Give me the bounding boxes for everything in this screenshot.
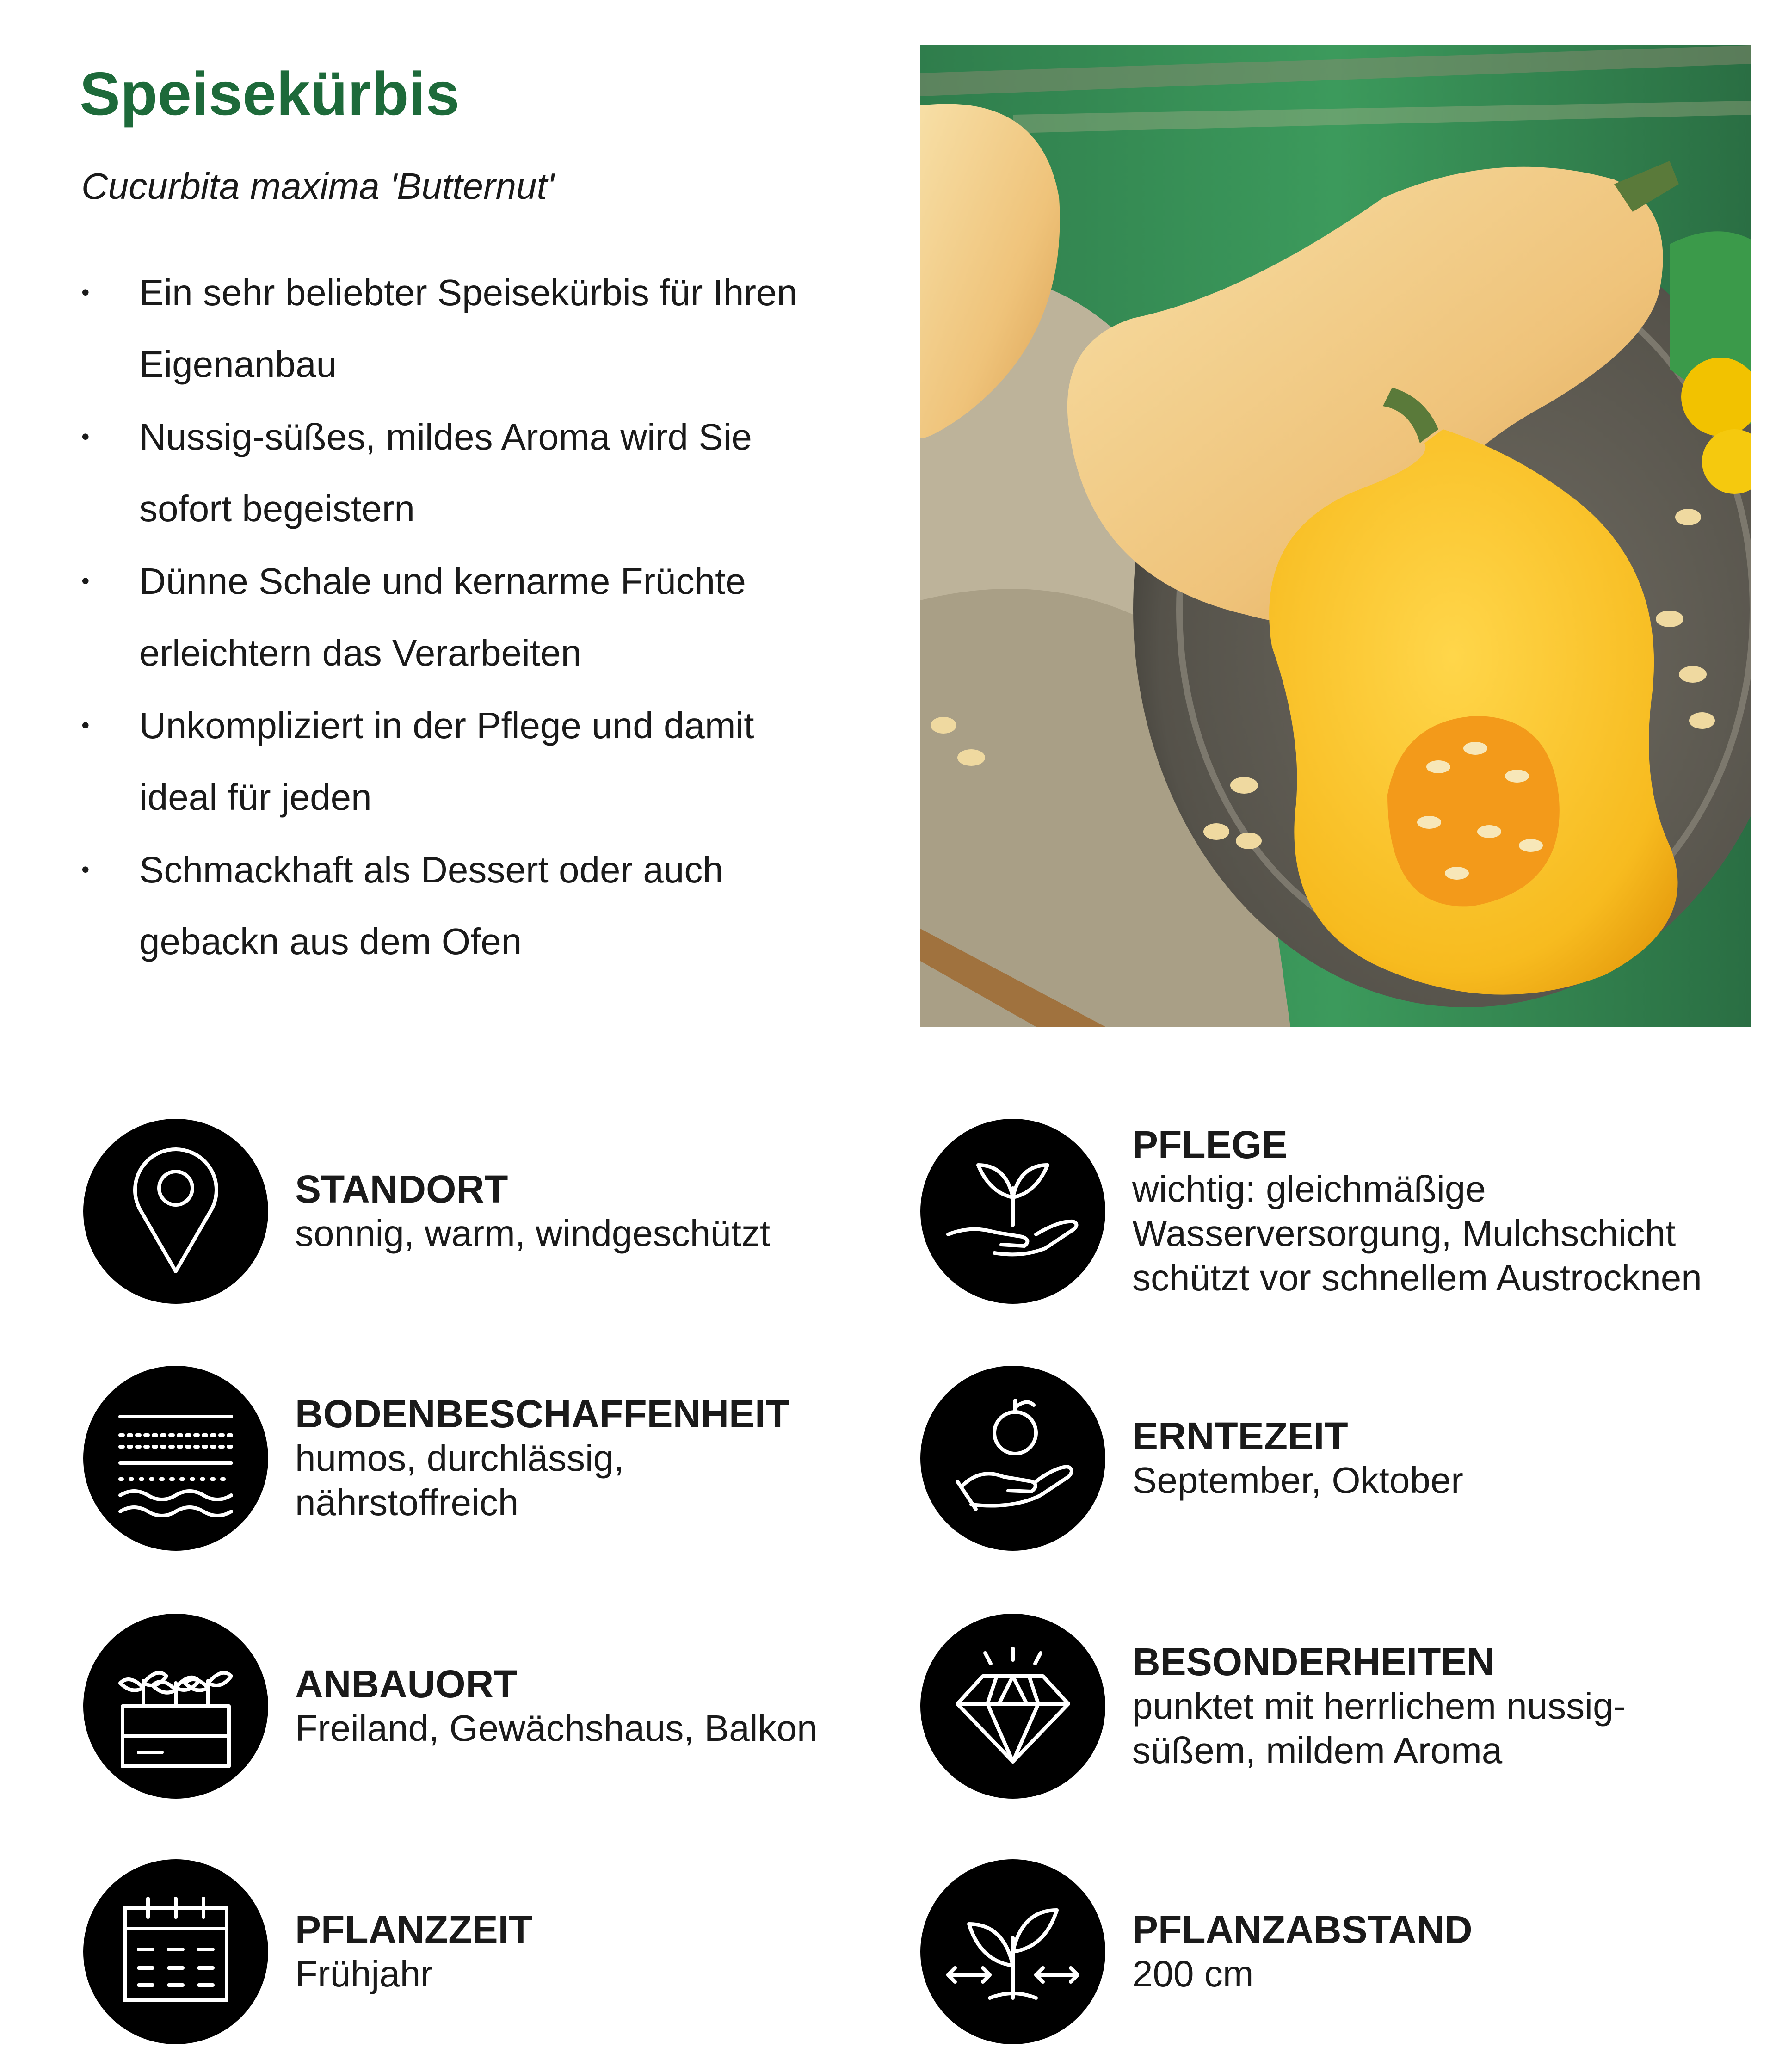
bullet-line: Schmackhaft als Dessert oder auch [139, 849, 723, 890]
bullet-dot: • [81, 712, 90, 738]
bullet-item [81, 834, 868, 977]
feature-title: ERNTEZEIT [1132, 1414, 1348, 1458]
plant-spacing-icon [920, 1859, 1105, 2044]
location-pin-icon [83, 1119, 268, 1304]
butternut-squash-photo [920, 45, 1751, 1027]
feature-value: sonnig, warm, windgeschützt [295, 1213, 771, 1254]
bullet-dot: • [81, 279, 90, 305]
feature-title: BESONDERHEITEN [1132, 1640, 1495, 1684]
bullet-line: Dünne Schale und kernarme Früchte [139, 561, 746, 602]
feature-pflanzabstand [920, 1859, 1734, 2044]
page-title: Speisekürbis [80, 60, 460, 128]
feature-value: süßem, mildem Aroma [1132, 1730, 1503, 1771]
feature-besonderheiten [920, 1614, 1734, 1799]
feature-value: 200 cm [1132, 1953, 1254, 1994]
soil-layers-icon [83, 1366, 268, 1551]
bullet-item [81, 401, 868, 544]
feature-value: Freiland, Gewächshaus, Balkon [295, 1708, 818, 1749]
feature-value: nährstoffreich [295, 1482, 519, 1523]
feature-title: PFLANZABSTAND [1132, 1908, 1473, 1951]
feature-bodenbeschaffenheit [83, 1366, 897, 1551]
feature-bullet-list [81, 257, 868, 978]
bullet-dot: • [81, 424, 90, 450]
diamond-icon [920, 1614, 1105, 1799]
feature-value: Wasserversorgung, Mulchschicht [1132, 1213, 1676, 1254]
bullet-line: Nussig-süßes, mildes Aroma wird Sie [139, 416, 752, 457]
feature-value: Frühjahr [295, 1953, 433, 1994]
bullet-line: sofort begeistern [139, 488, 415, 529]
feature-value: September, Oktober [1132, 1460, 1463, 1501]
plant-hand-icon [920, 1119, 1105, 1304]
butternut-squash-illustration [920, 45, 1751, 1027]
feature-standort [83, 1119, 897, 1304]
bullet-item [81, 545, 868, 689]
feature-value: punktet mit herrlichem nussig- [1132, 1685, 1626, 1727]
feature-erntezeit [920, 1366, 1734, 1551]
calendar-icon [83, 1859, 268, 2044]
feature-pflanzzeit [83, 1859, 897, 2044]
planter-box-icon [83, 1614, 268, 1799]
bullet-item [81, 690, 868, 833]
bullet-item [81, 257, 868, 400]
feature-title: BODENBESCHAFFENHEIT [295, 1392, 789, 1436]
feature-title: ANBAUORT [295, 1662, 518, 1706]
bullet-line: Eigenanbau [139, 344, 337, 385]
feature-value: schützt vor schnellem Austrocknen [1132, 1257, 1702, 1298]
feature-value: humos, durchlässig, [295, 1437, 624, 1479]
fruit-hand-icon [920, 1366, 1105, 1551]
botanical-name: Cucurbita maxima 'Butternut' [81, 166, 555, 207]
bullet-dot: • [81, 857, 90, 882]
bullet-line: Ein sehr beliebter Speisekürbis für Ihren [139, 272, 797, 313]
feature-title: PFLANZZEIT [295, 1908, 533, 1951]
bullet-line: erleichtern das Verarbeiten [139, 632, 582, 673]
bullet-line: ideal für jeden [139, 777, 372, 818]
feature-value: wichtig: gleichmäßige [1132, 1168, 1486, 1209]
feature-title: PFLEGE [1132, 1123, 1288, 1166]
feature-anbauort [83, 1614, 897, 1799]
bullet-line: gebackn aus dem Ofen [139, 921, 522, 962]
bullet-line: Unkompliziert in der Pflege und damit [139, 705, 754, 746]
feature-title: STANDORT [295, 1167, 508, 1211]
bullet-dot: • [81, 568, 90, 594]
feature-pflege [920, 1119, 1734, 1304]
